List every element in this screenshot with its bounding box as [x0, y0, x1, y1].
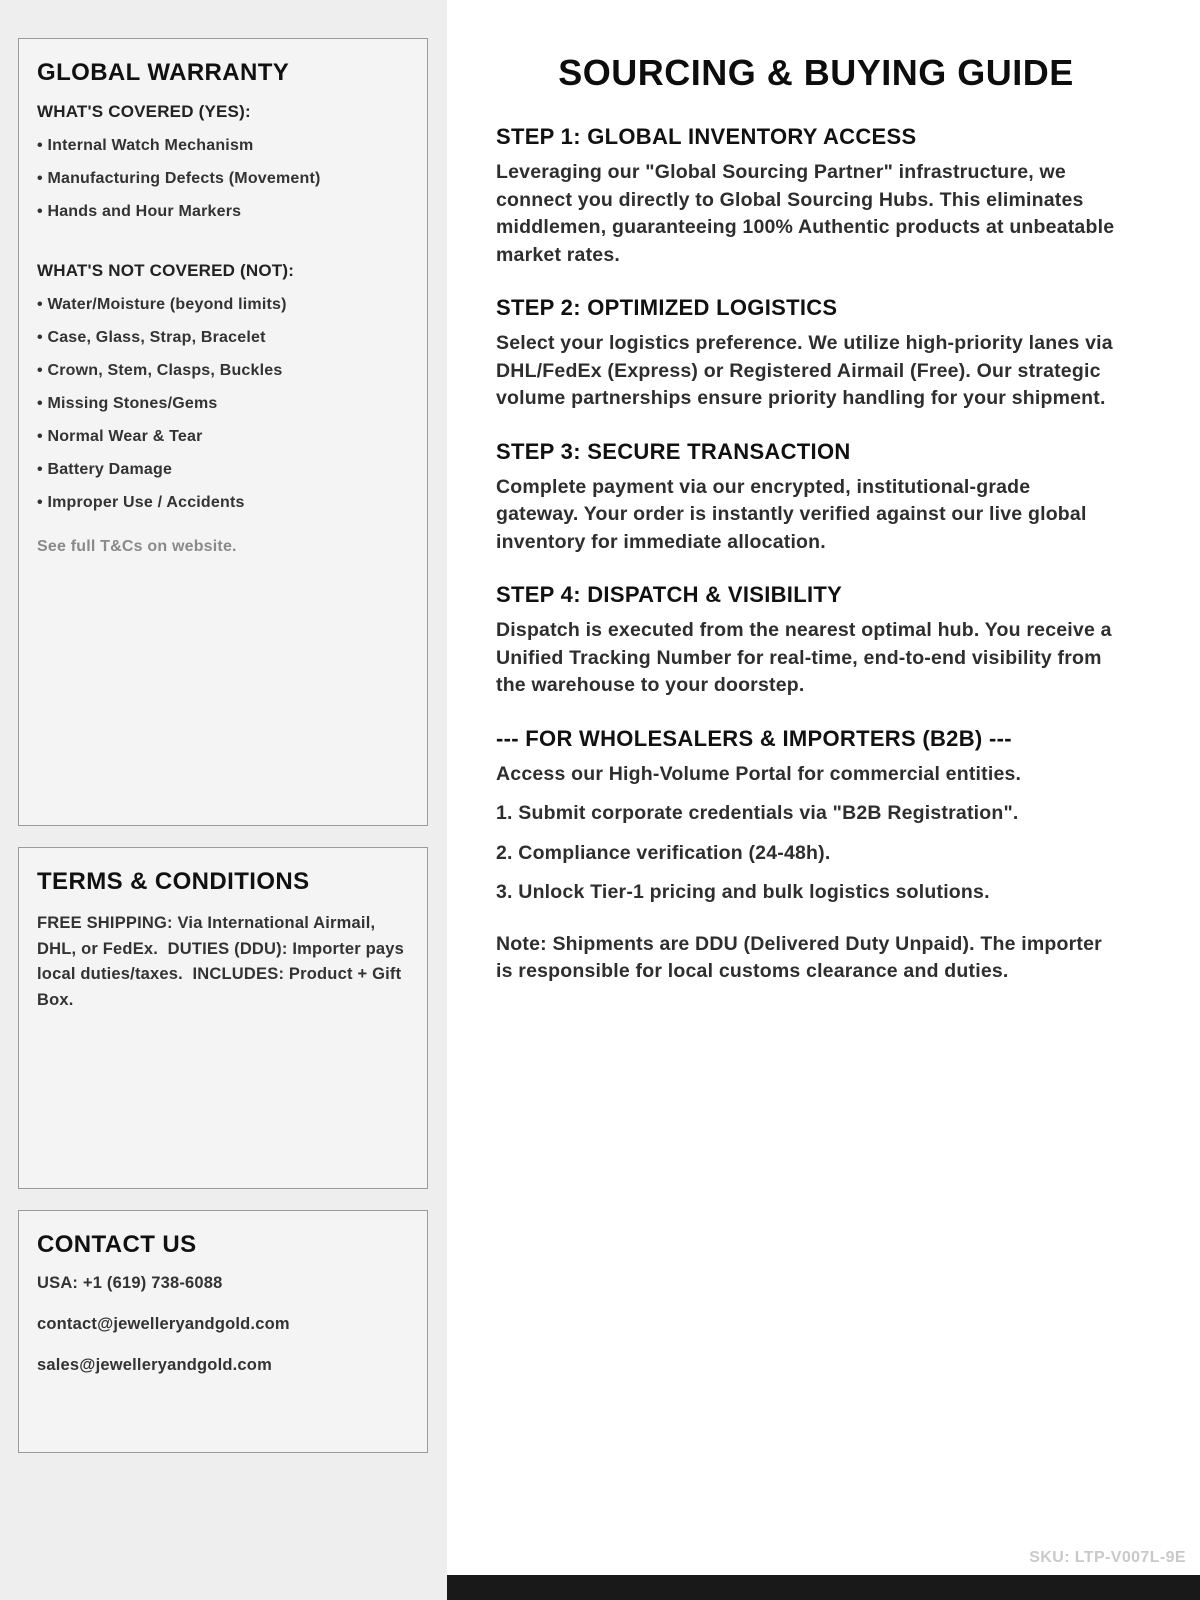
step-3 [496, 439, 1118, 557]
list-item: • Battery Damage [37, 461, 409, 479]
contact-title: CONTACT US [37, 1231, 197, 1258]
not-covered-subhead: WHAT'S NOT COVERED (NOT): [37, 261, 295, 280]
step-2 [496, 295, 1118, 413]
b2b-item-2: 2. Compliance verification (24-48h). [496, 841, 831, 864]
list-item: • Case, Glass, Strap, Bracelet [37, 329, 409, 347]
contact-panel [18, 1210, 428, 1453]
contact-sales-email: sales@jewelleryandgold.com [37, 1356, 272, 1374]
step-1 [496, 124, 1118, 269]
step-3-heading: STEP 3: SECURE TRANSACTION [496, 438, 851, 464]
step-2-body: Select your logistics preference. We utilize high-priority lanes via DHL/FedEx (Express) or Registered Airmail (Free). Our strategic volume partnerships ensure priority handling for your shipment. [496, 332, 1113, 409]
step-4-heading: STEP 4: DISPATCH & VISIBILITY [496, 582, 843, 607]
contact-email: contact@jewelleryandgold.com [37, 1315, 290, 1333]
step-3-body: Complete payment via our encrypted, institutional-grade gateway. Your order is instantly verified against our live global inventory for immediate allocation. [496, 475, 1087, 553]
warranty-footnote: See full T&Cs on website. [37, 538, 237, 555]
list-item: • Hands and Hour Markers [37, 203, 409, 221]
list-item: • Normal Wear & Tear [37, 428, 409, 446]
list-item: • Internal Watch Mechanism [37, 137, 409, 155]
terms-panel [18, 847, 428, 1189]
terms-body: FREE SHIPPING: Via International Airmail, DHL, or FedEx. DUTIES (DDU): Importer pays local duties/taxes. INCLUDES: Product + Gift Box. [37, 914, 409, 1009]
terms-title: TERMS & CONDITIONS [37, 868, 310, 895]
guide-body [496, 124, 1118, 986]
b2b-item-1: 1. Submit corporate credentials via "B2B Registration". [496, 802, 1019, 824]
list-item: • Missing Stones/Gems [37, 395, 409, 413]
step-1-body: Leveraging our "Global Sourcing Partner" infrastructure, we connect you directly to Global Sourcing Hubs. This eliminates middlemen, guaranteeing 100% Authentic products at unbeatable market rates. [496, 161, 1115, 266]
b2b-item-3: 3. Unlock Tier-1 pricing and bulk logistics solutions. [496, 881, 990, 903]
covered-subhead: WHAT'S COVERED (YES): [37, 102, 251, 121]
step-4 [496, 582, 1118, 700]
b2b-intro: Access our High-Volume Portal for commercial entities. [496, 762, 1022, 785]
bottom-bar [447, 1575, 1200, 1600]
step-1-heading: STEP 1: GLOBAL INVENTORY ACCESS [496, 124, 917, 149]
covered-list [37, 137, 409, 221]
sidebar [0, 0, 447, 1600]
list-item: • Water/Moisture (beyond limits) [37, 296, 409, 314]
warranty-title: GLOBAL WARRANTY [37, 59, 290, 86]
b2b-section [496, 726, 1118, 986]
page-title: SOURCING & BUYING GUIDE [558, 52, 1074, 93]
sku-label: SKU: LTP-V007L-9E [1029, 1549, 1186, 1566]
list-item: • Improper Use / Accidents [37, 494, 409, 512]
warranty-panel [18, 38, 428, 826]
list-item: • Manufacturing Defects (Movement) [37, 170, 409, 188]
main-content [447, 0, 1200, 1600]
list-item: • Crown, Stem, Clasps, Buckles [37, 362, 409, 380]
b2b-heading: --- FOR WHOLESALERS & IMPORTERS (B2B) --- [496, 725, 1012, 751]
step-4-body: Dispatch is executed from the nearest optimal hub. You receive a Unified Tracking Number for real-time, end-to-end visibility from the warehouse to your doorstep. [496, 619, 1112, 696]
not-covered-list [37, 296, 409, 512]
b2b-note: Note: Shipments are DDU (Delivered Duty Unpaid). The importer is responsible for local customs clearance and duties. [496, 932, 1102, 982]
step-2-heading: STEP 2: OPTIMIZED LOGISTICS [496, 295, 838, 320]
contact-phone: USA: +1 (619) 738-6088 [37, 1274, 223, 1292]
